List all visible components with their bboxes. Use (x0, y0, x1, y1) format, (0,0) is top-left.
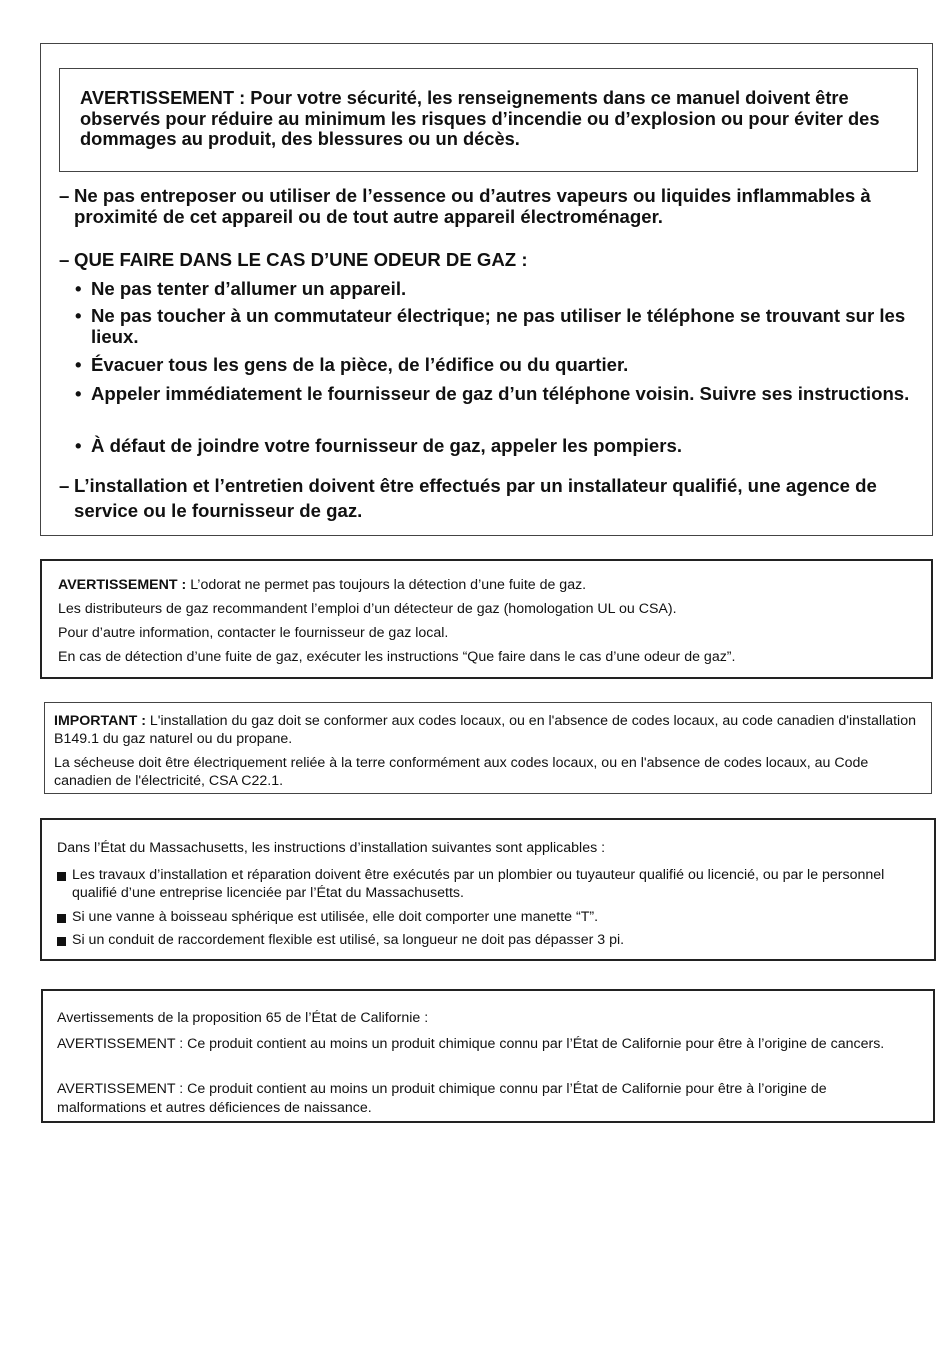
square-bullet-icon (57, 937, 66, 946)
california-warning: AVERTISSEMENT : Ce produit contient au moins un produit chimique connu par l’État de Californie pour être à l’origine de malformations et autres déficiences de naissance. (57, 1081, 827, 1116)
warning-intro: AVERTISSEMENT : Pour votre sécurité, les renseignements dans ce manuel doivent être observés pour réduire au minimum les risques d’incendie ou d’explosion ou pour éviter des dommages au produit, des blessures ou un décès. (59, 68, 918, 172)
gas-odor-bullet (75, 355, 920, 376)
installation-warning-text: L’installation et l’entretien doivent être effectués par un installateur qualifié, une agence de service ou le fournisseur de gaz. (74, 475, 877, 521)
california-warning: AVERTISSEMENT : Ce produit contient au moins un produit chimique connu par l’État de Californie pour être à l’origine de cancers. (57, 1036, 885, 1052)
bullet-text: Ne pas toucher à un commutateur électrique; ne pas utiliser le téléphone se trouvant sur les lieux. (91, 305, 906, 347)
gas-odor-bullet (75, 384, 920, 405)
gasoline-warning-item (59, 186, 919, 227)
massachusetts-box (40, 818, 936, 961)
massachusetts-item: Si une vanne à boisseau sphérique est utilisée, elle doit comporter une manette “T”. (72, 909, 599, 925)
installation-warning-item (59, 473, 919, 523)
bullet-marker: • (75, 383, 82, 404)
massachusetts-item: Les travaux d’installation et réparation doivent être exécutés par un plombier ou tuyauteur qualifié ou licencié, ou par le personnel qualifié d’une entreprise licenciée par l’État du Massachusetts. (72, 867, 885, 901)
important-paragraph-text: L'installation du gaz doit se conformer aux codes locaux, ou en l'absence de codes locaux, au code canadien d'installation B149.1 du gaz naturel ou du propane. (54, 713, 916, 747)
gas-odor-detection-box (40, 559, 933, 679)
massachusetts-item: Si un conduit de raccordement flexible est utilisé, sa longueur ne doit pas dépasser 3 pi. (72, 932, 625, 948)
important-box (44, 702, 932, 794)
gas-odor-bullet (75, 279, 920, 300)
bullet-marker: • (75, 305, 82, 326)
gas-odor-bullet (75, 436, 920, 457)
dash-marker: – (59, 185, 70, 206)
dash-marker: – (59, 475, 70, 496)
square-bullet-icon (57, 872, 66, 881)
warning-label: AVERTISSEMENT : (58, 577, 187, 593)
bullet-text: Ne pas tenter d’allumer un appareil. (91, 278, 407, 299)
bullet-text: À défaut de joindre votre fournisseur de gaz, appeler les pompiers. (91, 435, 683, 456)
grounding-paragraph: La sécheuse doit être électriquement reliée à la terre conformément aux codes locaux, ou en l'absence de codes locaux, au Code canadien de l'électricité, CSA C22.1. (54, 755, 869, 789)
square-bullet-icon (57, 914, 66, 923)
bullet-marker: • (75, 435, 82, 456)
odor-line-text: L’odorat ne permet pas toujours la détection d’une fuite de gaz. (190, 577, 587, 593)
odor-line: Pour d’autre information, contacter le fournisseur de gaz local. (58, 625, 449, 641)
gas-odor-heading-text: QUE FAIRE DANS LE CAS D’UNE ODEUR DE GAZ : (74, 249, 528, 270)
gas-odor-heading (59, 250, 919, 271)
odor-line: En cas de détection d’une fuite de gaz, exécuter les instructions “Que faire dans le cas d’une odeur de gaz”. (58, 649, 736, 665)
bullet-text: Évacuer tous les gens de la pièce, de l’édifice ou du quartier. (91, 354, 629, 375)
bullet-text: Appeler immédiatement le fournisseur de gaz d’un téléphone voisin. Suivre ses instructions. (91, 383, 910, 404)
california-intro: Avertissements de la proposition 65 de l’État de Californie : (57, 1010, 429, 1026)
safety-warning-box (40, 43, 933, 536)
important-label: IMPORTANT : (54, 713, 146, 729)
massachusetts-intro: Dans l’État du Massachusetts, les instructions d’installation suivantes sont applicables : (57, 840, 606, 856)
bullet-marker: • (75, 354, 82, 375)
odor-line (58, 577, 586, 594)
dash-marker: – (59, 249, 70, 270)
bullet-marker: • (75, 278, 82, 299)
important-paragraph (54, 713, 929, 748)
odor-line: Les distributeurs de gaz recommandent l’emploi d’un détecteur de gaz (homologation UL ou CSA). (58, 601, 677, 617)
gas-odor-bullet (75, 306, 920, 347)
california-box (41, 989, 935, 1123)
gasoline-warning-text: Ne pas entreposer ou utiliser de l’essence ou d’autres vapeurs ou liquides inflammables à proximité de cet appareil ou de tout autre appareil électroménager. (74, 185, 871, 227)
